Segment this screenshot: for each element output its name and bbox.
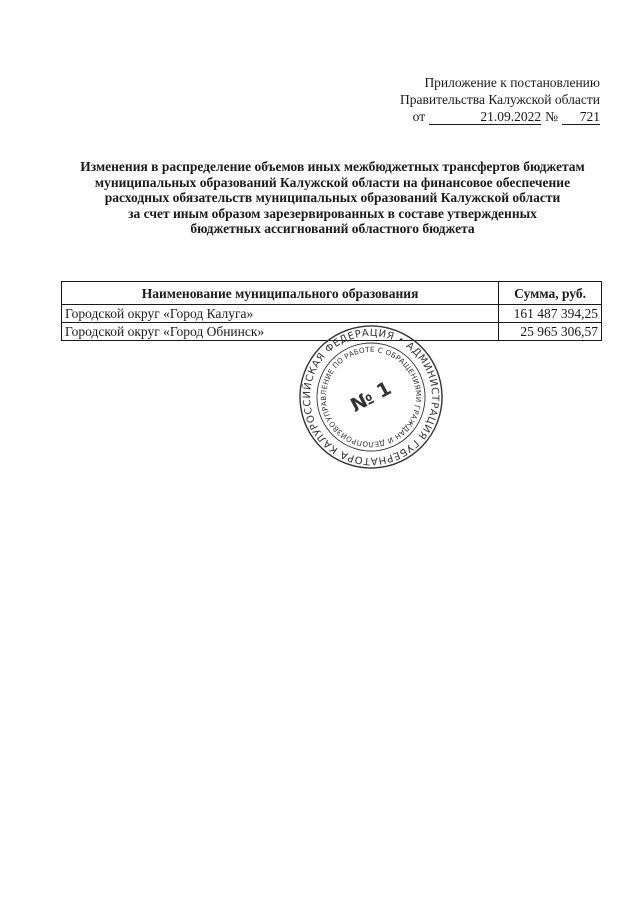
title-line: расходных обязательств муниципальных образований Калужской области [104,190,561,205]
title-line: бюджетных ассигнований областного бюджета [190,221,475,236]
column-header-name: Наименование муниципального образования [62,282,499,305]
number-prefix: № [545,109,558,124]
seal-outer-text: РОССИЙСКАЯ ФЕДЕРАЦИЯ • АДМИНИСТРАЦИЯ ГУБЕРНАТОРА КАЛУЖСКОЙ [301,327,441,467]
seal-inner-text: УПРАВЛЕНИЕ ПО РАБОТЕ С ОБРАЩЕНИЯМИ ГРАЖДАН И ДЕЛОПРОИЗВОДСТВУ [318,344,424,450]
allocation-sum: 25 965 306,57 [499,323,602,341]
appendix-line-1: Приложение к постановлению [424,75,600,90]
decree-date: 21.09.2022 [429,110,541,125]
allocation-sum: 161 487 394,25 [499,305,602,323]
appendix-line-2: Правительства Калужской области [399,92,600,107]
municipality-name: Городской округ «Город Обнинск» [62,323,499,341]
seal-number: № 1 [346,377,396,417]
decree-number: 721 [562,110,600,125]
appendix-header [340,74,600,125]
date-prefix: от [412,109,426,124]
appendix-date-line [413,108,600,125]
table-header-row [62,282,602,305]
document-title [60,159,605,237]
column-header-sum: Сумма, руб. [499,282,602,305]
title-line: муниципальных образований Калужской области на финансовое обеспечение [94,174,571,190]
table-row [62,305,602,323]
seal-graphic [296,322,446,472]
title-line: за счет иным образом зарезервированных в составе утвержденных [128,205,537,221]
official-seal [296,322,446,472]
title-line: Изменения в распределение объемов иных межбюджетных трансфертов бюджетам [80,159,585,174]
municipality-name: Городской округ «Город Калуга» [62,305,499,323]
